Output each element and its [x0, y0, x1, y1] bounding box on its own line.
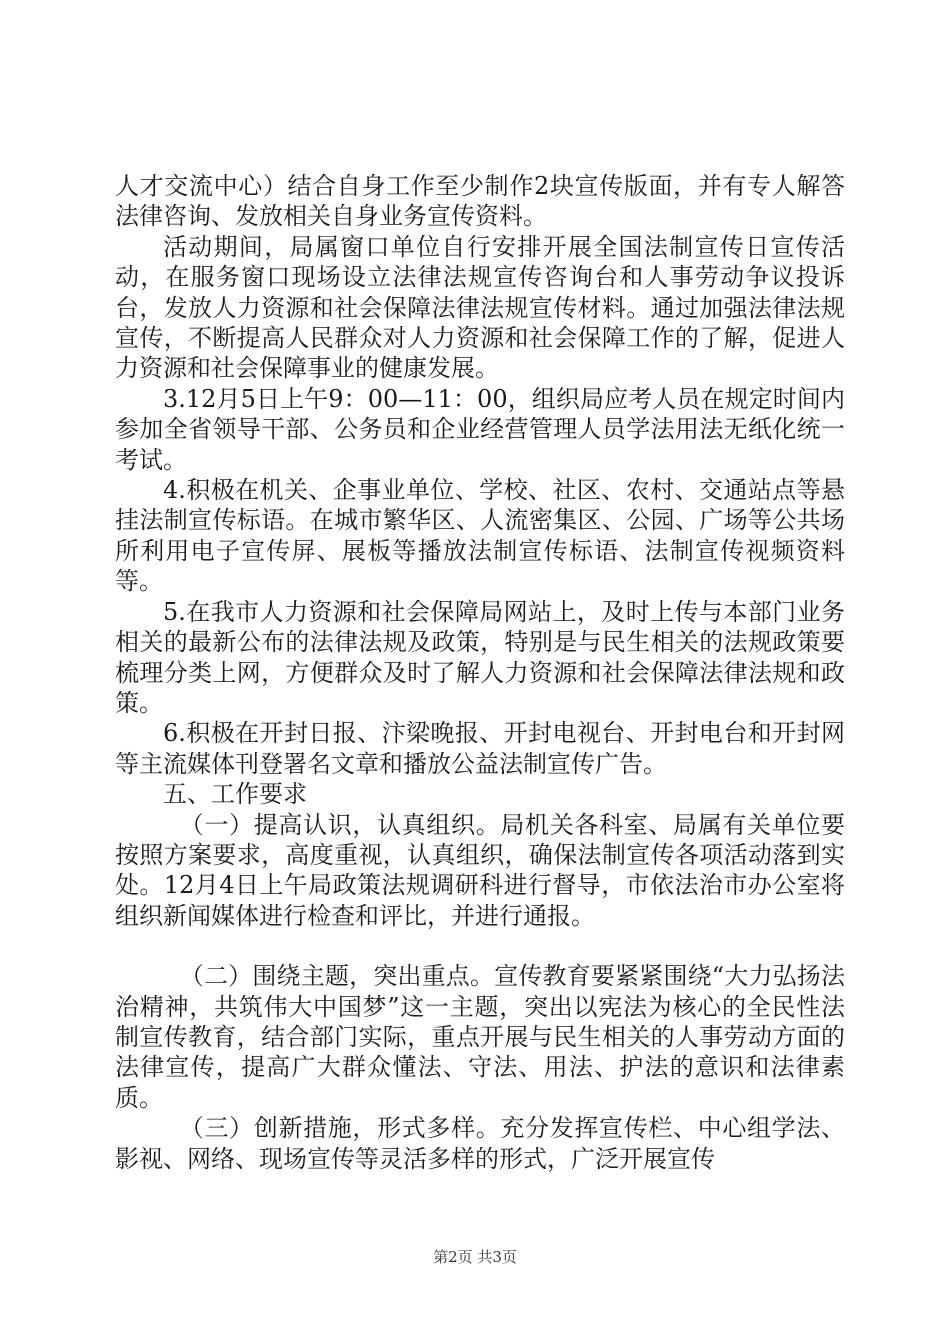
document-body — [115, 171, 845, 1174]
paragraph-activity-period: 活动期间，局属窗口单位自行安排开展全国法制宣传日宣传活动，在服务窗口现场设立法律法规宣传咨询台和人事劳动争议投诉台，发放人力资源和社会保障法律法规宣传材料。通过加强法律法规宣传，不断提高人民群众对人力资源和社会保障工作的了解，促进人力资源和社会保障事业的健康发展。 — [115, 232, 845, 383]
paragraph-item-3: 3.12月5日上午9：00—11：00，组织局应考人员在规定时间内参加全省领导干部、公务员和企业经营管理人员学法用法无纸化统一考试。 — [115, 384, 845, 474]
paragraph-requirement-2: （二）围绕主题，突出重点。宣传教育要紧紧围绕“大力弘扬法治精神，共筑伟大中国梦”这一主题，突出以宪法为核心的全民性法制宣传教育，结合部门实际，重点开展与民生相关的人事劳动方面的法律宣传，提高广大群众懂法、守法、用法、护法的意识和法律素质。 — [115, 962, 845, 1112]
paragraph-requirement-1: （一）提高认识，认真组织。局机关各科室、局属有关单位要按照方案要求，高度重视，认真组织，确保法制宣传各项活动落到实处。12月4日上午局政策法规调研科进行督导，市依法治市办公室将组织新闻媒体进行检查和评比，并进行通报。 — [115, 810, 845, 930]
paragraph-continued: 人才交流中心）结合自身工作至少制作2块宣传版面，并有专人解答法律咨询、发放相关自身业务宣传资料。 — [115, 172, 845, 231]
paragraph-item-4: 4.积极在机关、企事业单位、学校、社区、农村、交通站点等悬挂法制宣传标语。在城市繁华区、人流密集区、公园、广场等公共场所利用电子宣传屏、展板等播放法制宣传标语、法制宣传视频资料等。 — [115, 476, 845, 596]
blank-line — [115, 931, 845, 961]
paragraph-requirement-3: （三）创新措施，形式多样。充分发挥宣传栏、中心组学法、影视、网络、现场宣传等灵活多样的形式，广泛开展宣传 — [115, 1114, 845, 1173]
section-heading-work-requirements: 五、工作要求 — [163, 780, 307, 809]
page-footer: 第2页 共3页 — [433, 1248, 517, 1266]
paragraph-item-6: 6.积极在开封日报、汴梁晚报、开封电视台、开封电台和开封网等主流媒体刊登署名文章和播放公益法制宣传广告。 — [115, 719, 845, 778]
paragraph-item-5: 5.在我市人力资源和社会保障局网站上，及时上传与本部门业务相关的最新公布的法律法规及政策，特别是与民生相关的法规政策要梳理分类上网，方便群众及时了解人力资源和社会保障法律法规和政策。 — [115, 597, 845, 717]
